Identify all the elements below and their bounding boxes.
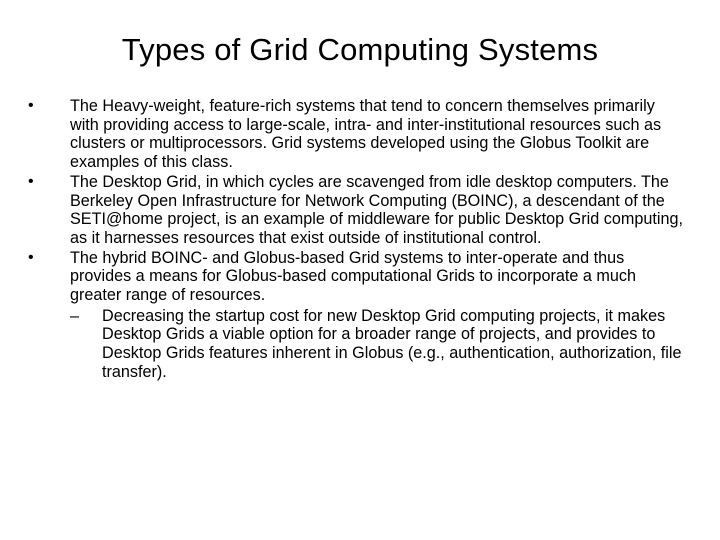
bullet-text: The Heavy-weight, feature-rich systems that tend to concern themselves primarily with providing access to large-scale, intra- and inter-institutional resources such as clusters or multiprocessors. Grid systems developed using the Globus Toolkit are examples of this class. (70, 97, 662, 172)
bullet-desktop-grid (28, 173, 688, 248)
bullet-marker: • (28, 97, 34, 114)
bullet-heavy-weight-systems (28, 97, 688, 172)
bullet-marker: • (28, 248, 34, 266)
bullet-marker: • (28, 172, 34, 190)
bullet-text: The hybrid BOINC- and Globus-based Grid systems to inter-operate and thus provides a means for Globus-based computational Grids to incorporate a much greater range of resources. (70, 248, 636, 305)
sub-bullet-text: Decreasing the startup cost for new Desktop Grid computing projects, it makes Desktop Grids a viable option for a broader range of projects, and provides to Desktop Grids features inherent in Globus (e.g., authentication, authorization, file transfer). (102, 306, 682, 381)
bullet-hybrid-systems (28, 249, 688, 305)
slide-title: Types of Grid Computing Systems (121, 32, 599, 67)
sub-bullet-startup-cost (28, 307, 688, 382)
sub-bullet-marker: – (70, 306, 80, 325)
bullet-text: The Desktop Grid, in which cycles are scavenged from idle desktop computers. The Berkeley Open Infrastructure for Network Computing (BOINC), a descendant of the SETI@home project, is an example of middleware for public Desktop Grid computing, as it harnesses resources that exist outside of institutional control. (70, 172, 683, 247)
bullet-list (28, 97, 688, 382)
